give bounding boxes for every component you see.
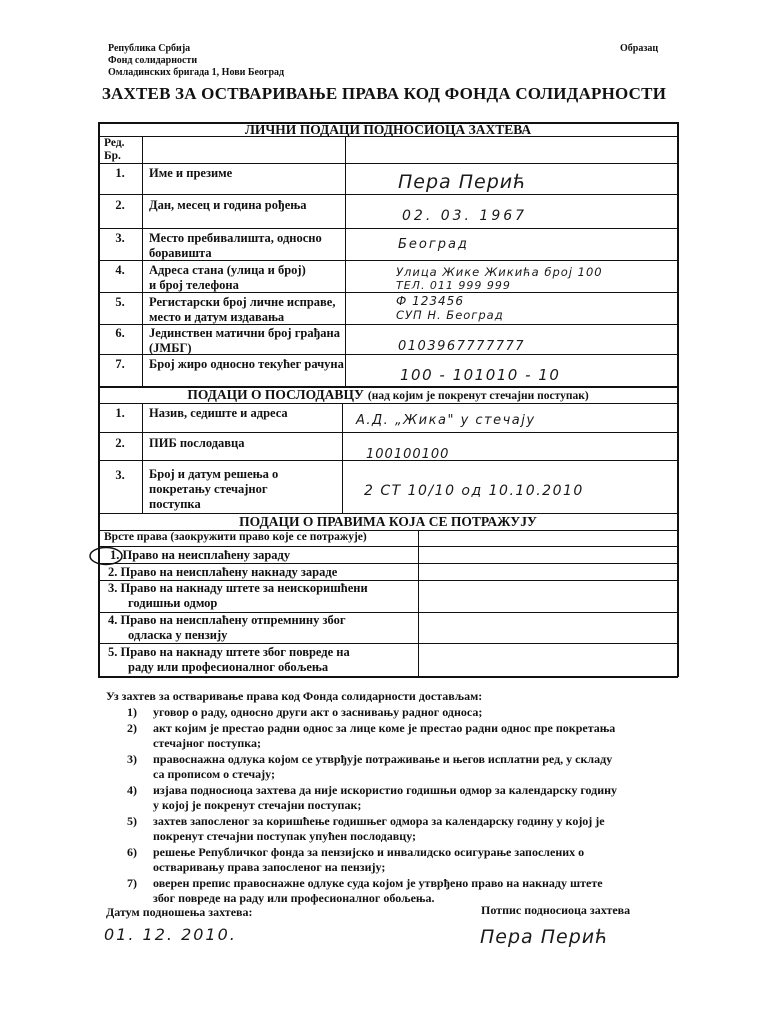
field-label-jmbg: Јединствен матични број грађана (ЈМБГ) — [149, 326, 340, 355]
field-value-name: Пера Перић — [398, 171, 527, 193]
attachment-line: правоснажна одлука којом се утврђује потраживање и његов исплатни ред, у складу — [153, 751, 613, 766]
field-value-id-number: Ф 123456 — [396, 294, 464, 308]
attachment-line: због повреде на раду или професионалног обољења. — [153, 891, 435, 905]
row-number: 1. — [115, 406, 125, 420]
attachment-text — [153, 783, 617, 814]
attachments-intro: Уз захтев за остваривање права код Фонда солидарности достављам: — [106, 689, 483, 703]
right-option-unused-leave[interactable]: 3. Право на накнаду штете за неискоришћени годишњи одмор — [108, 581, 368, 610]
attachment-text — [153, 721, 615, 752]
attachment-line: акт којим је престао радни однос за лице коме је престао радни однос пре покретања — [153, 720, 616, 735]
selection-circle — [88, 545, 128, 567]
right-option-injury-damages[interactable]: 5. Право на накнаду штете због повреде на раду или професионалног обољења — [108, 645, 350, 674]
personal-section-title: ЛИЧНИ ПОДАЦИ ПОДНОСИОЦА ЗАХТЕВА — [244, 122, 532, 137]
field-value-jmbg: 0103967777777 — [398, 339, 526, 354]
field-label-id-document: Регистарски број личне исправе, место и датум издавања — [149, 295, 336, 324]
field-value-account: 100 - 101010 - 10 — [400, 366, 561, 384]
field-label-residence: Место пребивалишта, односно боравишта — [149, 231, 322, 260]
attachment-line: остваривању права запосленог на пензију; — [153, 860, 386, 874]
field-value-address: Улица Жике Жикића број 100 — [396, 265, 603, 279]
header-country: Република Србија — [108, 43, 191, 54]
row-number: 3. — [115, 231, 125, 245]
attachment-text — [153, 752, 612, 783]
field-label-address: Адреса стана (улица и број) и број телефона — [149, 263, 306, 292]
field-value-id-issuer: СУП Н. Београд — [396, 308, 504, 322]
signature-value: Пера Перић — [480, 926, 609, 948]
field-label-birthdate: Дан, месец и година рођења — [149, 198, 307, 212]
attachment-text — [153, 876, 603, 907]
header-fund: Фонд солидарности — [108, 55, 198, 66]
attachment-number: 1) — [127, 705, 137, 719]
attachment-item — [127, 752, 687, 783]
attachment-line: решење Републичког фонда за пензијско и инвалидско осигурање запослених о — [153, 844, 585, 859]
attachments-list — [127, 705, 687, 907]
attachment-line: оверен препис правоснажне одлуке суда којом је утврђено право на накнаду штете — [153, 875, 603, 890]
field-value-employer-name: А.Д. „Жика" у стечају — [356, 413, 536, 428]
attachment-line: уговор о раду, односно други акт о заснивању радног односа; — [153, 705, 483, 719]
attachment-line: захтев запосленог за коришћење годишњег одмора за календарску годину у којој је — [153, 813, 605, 828]
row-number: 1. — [115, 166, 125, 180]
attachment-line: у којој је покренут стечајни поступак; — [153, 798, 362, 812]
row-number: 2. — [115, 436, 125, 450]
form-title: ЗАХТЕВ ЗА ОСТВАРИВАЊЕ ПРАВА КОД ФОНДА СОЛИДАРНОСТИ — [101, 84, 667, 103]
attachment-item — [127, 876, 687, 907]
employer-section-note: (над којим је покренут стечајни поступак) — [367, 390, 589, 402]
row-number: 6. — [115, 326, 125, 340]
field-value-residence: Београд — [398, 237, 469, 252]
employer-section-header — [98, 386, 678, 404]
header-address: Омладинских бригада 1, Нови Београд — [108, 67, 285, 78]
field-value-tax-id: 100100100 — [366, 447, 450, 462]
attachment-number: 2) — [127, 720, 137, 735]
attachment-line: стечајног поступка; — [153, 736, 261, 750]
date-label: Датум подношења захтева: — [106, 905, 253, 919]
attachment-number: 5) — [127, 813, 137, 828]
attachment-line: изјава подносиоца захтева да није искористио годишњи одмор за календарску годину — [153, 782, 618, 797]
row-number: 5. — [115, 295, 125, 309]
field-label-bankruptcy-decision: Број и датум решења о покретању стечајног поступка — [149, 467, 279, 511]
right-option-unpaid-salary[interactable]: 1. Право на неисплаћену зараду — [110, 548, 291, 562]
employer-section-title: ПОДАЦИ О ПОСЛОДАВЦУ — [187, 387, 364, 402]
signature-label: Потпис подносиоца захтева — [481, 903, 631, 917]
institution-header — [108, 43, 284, 79]
attachment-number: 4) — [127, 782, 137, 797]
rights-section-title: ПОДАЦИ О ПРАВИМА КОЈА СЕ ПОТРАЖУЈУ — [239, 514, 537, 529]
attachment-line: покренут стечајни поступак упућен послодавцу; — [153, 829, 417, 843]
attachment-item — [127, 845, 687, 876]
attachment-text — [153, 705, 482, 721]
attachment-text — [153, 845, 584, 876]
right-option-severance[interactable]: 4. Право на неисплаћену отпремнину због одласка у пензију — [108, 613, 346, 642]
attachment-item — [127, 783, 687, 814]
col-header-no: Ред. Бр. — [104, 137, 125, 162]
row-number: 7. — [115, 357, 125, 371]
field-label-tax-id: ПИБ послодавца — [149, 436, 245, 450]
attachment-number: 7) — [127, 875, 137, 890]
field-label-account: Број жиро односно текућег рачуна — [149, 357, 344, 371]
field-label-employer-name: Назив, седиште и адреса — [149, 406, 288, 420]
right-option-unpaid-compensation[interactable]: 2. Право на неисплаћену накнаду зараде — [108, 565, 338, 579]
row-number: 3. — [115, 468, 125, 482]
attachment-item — [127, 721, 687, 752]
attachment-number: 3) — [127, 751, 137, 766]
field-label-name: Име и презиме — [149, 166, 233, 180]
row-number: 4. — [115, 263, 125, 277]
attachment-text — [153, 814, 605, 845]
date-value: 01. 12. 2010. — [104, 925, 237, 944]
attachment-number: 6) — [127, 844, 137, 859]
attachment-item — [127, 814, 687, 845]
field-value-phone: ТЕЛ. 011 999 999 — [396, 279, 511, 292]
attachment-line: са прописом о стечају; — [153, 767, 276, 781]
form-label: Образац — [620, 43, 659, 54]
field-value-birthdate: 02. 03. 1967 — [402, 208, 528, 224]
field-value-bankruptcy-decision: 2 СТ 10/10 од 10.10.2010 — [364, 483, 584, 499]
rights-column-header: Врсте права (заокружити право које се потражује) — [104, 531, 367, 543]
attachment-item — [127, 705, 687, 721]
row-number: 2. — [115, 198, 125, 212]
